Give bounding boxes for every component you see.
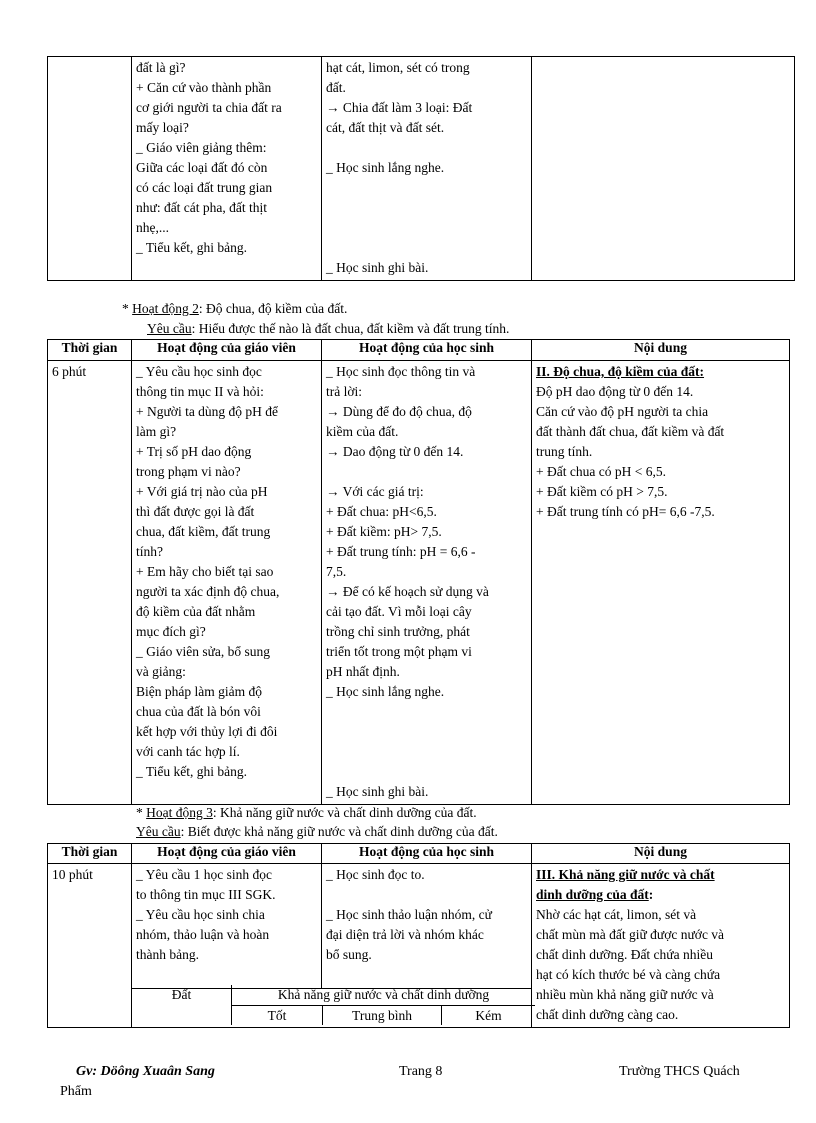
footer-page-number: Trang 8 <box>399 1064 443 1079</box>
teacher-line: độ kiềm của đất nhằm <box>136 604 256 619</box>
teacher-line: _ Tiểu kết, ghi bảng. <box>136 240 248 255</box>
time-cell: 6 phút <box>48 361 132 805</box>
content-cell <box>532 57 795 281</box>
teacher-activity-cell <box>132 57 322 281</box>
content-line: + Đất trung tính có pH= 6,6 -7,5. <box>536 504 715 519</box>
student-line <box>326 198 527 218</box>
teacher-line: như: đất cát pha, đất thịt <box>136 200 268 215</box>
content-line: Độ pH dao động từ 0 đến 14. <box>536 384 694 399</box>
activity-3-heading: * Hoạt động 3: Khả năng giữ nước và chất dinh dưỡng của đất. <box>136 805 477 820</box>
header-student: Hoạt động của học sinh <box>322 340 532 361</box>
time-cell: 10 phút <box>48 864 132 1028</box>
student-line <box>326 742 527 762</box>
student-line <box>326 178 527 198</box>
student-line: pH nhất định. <box>326 664 400 679</box>
student-line: + Đất trung tính: pH = 6,6 - <box>326 544 476 559</box>
content-line: nhiều mùn khả năng giữ nước và <box>536 987 714 1002</box>
teacher-line: người ta xác định độ chua, <box>136 584 280 599</box>
teacher-line: đất là gì? <box>136 60 186 75</box>
student-line: _ Học sinh đọc to. <box>326 867 425 882</box>
student-line: bổ sung. <box>326 947 372 962</box>
student-line <box>326 462 527 482</box>
activity-3-label: Hoạt động 3 <box>146 805 213 820</box>
teacher-line: _ Giáo viên giảng thêm: <box>136 140 267 155</box>
capacity-header: Khả năng giữ nước và chất dinh dưỡng <box>277 987 490 1002</box>
student-line: → Để có kế hoạch sử dụng và <box>326 584 489 599</box>
student-line: đất. <box>326 80 346 95</box>
teacher-line: _ Yêu cầu 1 học sinh đọc <box>136 867 272 882</box>
content-cell <box>532 864 790 1028</box>
student-line: → Với các giá trị: <box>326 484 424 499</box>
student-line: _ Học sinh ghi bài. <box>326 784 429 799</box>
content-line: + Đất chua có pH < 6,5. <box>536 464 666 479</box>
student-activity-cell <box>322 57 532 281</box>
teacher-line: to thông tin mục III SGK. <box>136 887 276 902</box>
section-title: III. Khả năng giữ nước và chất <box>536 867 715 882</box>
teacher-line: tính? <box>136 544 163 559</box>
teacher-activity-cell <box>132 864 322 989</box>
teacher-line: thành bảng. <box>136 947 199 962</box>
requirement-label: Yêu cầu <box>136 824 181 839</box>
teacher-line: Giữa các loại đất đó còn <box>136 160 268 175</box>
content-line: chất dinh dưỡng. Đất chứa nhiều <box>536 947 713 962</box>
header-teacher: Hoạt động của giáo viên <box>132 340 322 361</box>
table-activity-2 <box>47 339 790 805</box>
content-line: Căn cứ vào độ pH người ta chia <box>536 404 709 419</box>
student-line: 7,5. <box>326 564 347 579</box>
section-title-cont: dinh dưỡng của đất: <box>536 887 654 902</box>
student-line: → Dao động từ 0 đến 14. <box>326 444 464 459</box>
student-line: _ Học sinh ghi bài. <box>326 260 429 275</box>
student-line: cải tạo đất. Vì mỗi loại cây <box>326 604 472 619</box>
student-line: _ Học sinh lắng nghe. <box>326 684 445 699</box>
student-line: + Đất kiềm: pH> 7,5. <box>326 524 442 539</box>
teacher-line: Biện pháp làm giảm độ <box>136 684 262 699</box>
teacher-line: _ Tiểu kết, ghi bảng. <box>136 764 248 779</box>
content-cell <box>532 361 790 805</box>
teacher-line: + Người ta dùng độ pH để <box>136 404 279 419</box>
content-line: + Đất kiềm có pH > 7,5. <box>536 484 668 499</box>
teacher-line: + Trị số pH dao động <box>136 444 252 459</box>
teacher-line: + Với giá trị nào của pH <box>136 484 268 499</box>
content-line: hạt có kích thước bé và càng chứa <box>536 967 721 982</box>
teacher-line: chua, đất kiềm, đất trung <box>136 524 271 539</box>
teacher-line: + Em hãy cho biết tại sao <box>136 564 274 579</box>
student-activity-cell <box>322 361 532 805</box>
header-content: Nội dung <box>532 340 790 361</box>
content-line: đất thành đất chua, đất kiềm và đất <box>536 424 725 439</box>
activity-2-requirement: Yêu cầu: Hiểu được thế nào là đất chua, đất kiềm và đất trung tính. <box>147 321 510 336</box>
student-line: _ Học sinh thảo luận nhóm, cử <box>326 907 492 922</box>
footer-school-cont: Phẩm <box>60 1084 92 1099</box>
student-line: → Chia đất làm 3 loại: Đất <box>326 100 473 115</box>
soil-header: Đất <box>171 987 192 1002</box>
capacity-medium: Trung bình <box>352 1008 412 1023</box>
student-line: → Dùng để đo độ chua, độ <box>326 404 472 419</box>
activity-3-requirement: Yêu cầu: Biết được khả năng giữ nước và chất dinh dưỡng của đất. <box>136 824 498 839</box>
student-line: _ Học sinh lắng nghe. <box>326 160 445 175</box>
teacher-line: _ Giáo viên sửa, bổ sung <box>136 644 271 659</box>
student-line <box>326 218 527 238</box>
capacity-poor: Kém <box>475 1008 502 1023</box>
time-cell <box>48 57 132 281</box>
capacity-good: Tốt <box>267 1008 287 1023</box>
student-line: + Đất chua: pH<6,5. <box>326 504 437 519</box>
table-activity-1-continued <box>47 56 795 281</box>
teacher-line: _ Yêu cầu học sinh đọc <box>136 364 262 379</box>
student-line: đại diện trả lời và nhóm khác <box>326 927 484 942</box>
teacher-activity-cell <box>132 361 322 805</box>
student-line <box>326 885 527 905</box>
teacher-line: cơ giới người ta chia đất ra <box>136 100 282 115</box>
teacher-line: thì đất được gọi là đất <box>136 504 255 519</box>
teacher-line: kết hợp với thủy lợi đi đôi <box>136 724 278 739</box>
requirement-label: Yêu cầu <box>147 321 192 336</box>
student-line: triển tốt trong một phạm vi <box>326 644 472 659</box>
student-line: trả lời: <box>326 384 363 399</box>
teacher-line: và giảng: <box>136 664 186 679</box>
footer-school: Trường THCS Quách <box>619 1064 740 1079</box>
content-line: trung tính. <box>536 444 593 459</box>
teacher-line: nhóm, thảo luận và hoàn <box>136 927 270 942</box>
student-line: cát, đất thịt và đất sét. <box>326 120 445 135</box>
activity-2-heading: * Hoạt động 2: Độ chua, độ kiềm của đất. <box>122 301 348 316</box>
student-line <box>326 238 527 258</box>
teacher-line: làm gì? <box>136 424 177 439</box>
teacher-line: mục đích gì? <box>136 624 206 639</box>
teacher-line: nhẹ,... <box>136 220 169 235</box>
teacher-line: chua của đất là bón vôi <box>136 704 261 719</box>
footer-teacher: Gv: Döông Xuaân Sang <box>76 1064 215 1079</box>
student-line <box>326 702 527 722</box>
teacher-line: thông tin mục II và hỏi: <box>136 384 264 399</box>
student-activity-cell <box>322 864 532 989</box>
teacher-line: có các loại đất trung gian <box>136 180 273 195</box>
teacher-line: _ Yêu cầu học sinh chia <box>136 907 265 922</box>
student-line: hạt cát, limon, sét có trong <box>326 60 470 75</box>
student-line: kiềm của đất. <box>326 424 399 439</box>
student-line <box>326 138 527 158</box>
student-line <box>326 722 527 742</box>
student-line: trồng chỉ sinh trưởng, phát <box>326 624 470 639</box>
teacher-line: mấy loại? <box>136 120 189 135</box>
soil-capacity-grid <box>132 985 535 1025</box>
student-line <box>326 762 527 782</box>
content-line: chất dinh dưỡng càng cao. <box>536 1007 679 1022</box>
header-content: Nội dung <box>532 844 790 864</box>
content-line: chất mùn mà đất giữ được nước và <box>536 927 725 942</box>
header-time: Thời gian <box>48 844 132 864</box>
section-title: II. Độ chua, độ kiềm của đất: <box>536 364 705 379</box>
header-time: Thời gian <box>48 340 132 361</box>
activity-2-label: Hoạt động 2 <box>132 301 199 316</box>
teacher-line: + Căn cứ vào thành phần <box>136 80 272 95</box>
student-line: _ Học sinh đọc thông tin và <box>326 364 476 379</box>
teacher-line: với canh tác hợp lí. <box>136 744 240 759</box>
header-teacher: Hoạt động của giáo viên <box>132 844 322 864</box>
content-line: Nhờ các hạt cát, limon, sét và <box>536 907 697 922</box>
teacher-line: trong phạm vi nào? <box>136 464 241 479</box>
header-student: Hoạt động của học sinh <box>322 844 532 864</box>
